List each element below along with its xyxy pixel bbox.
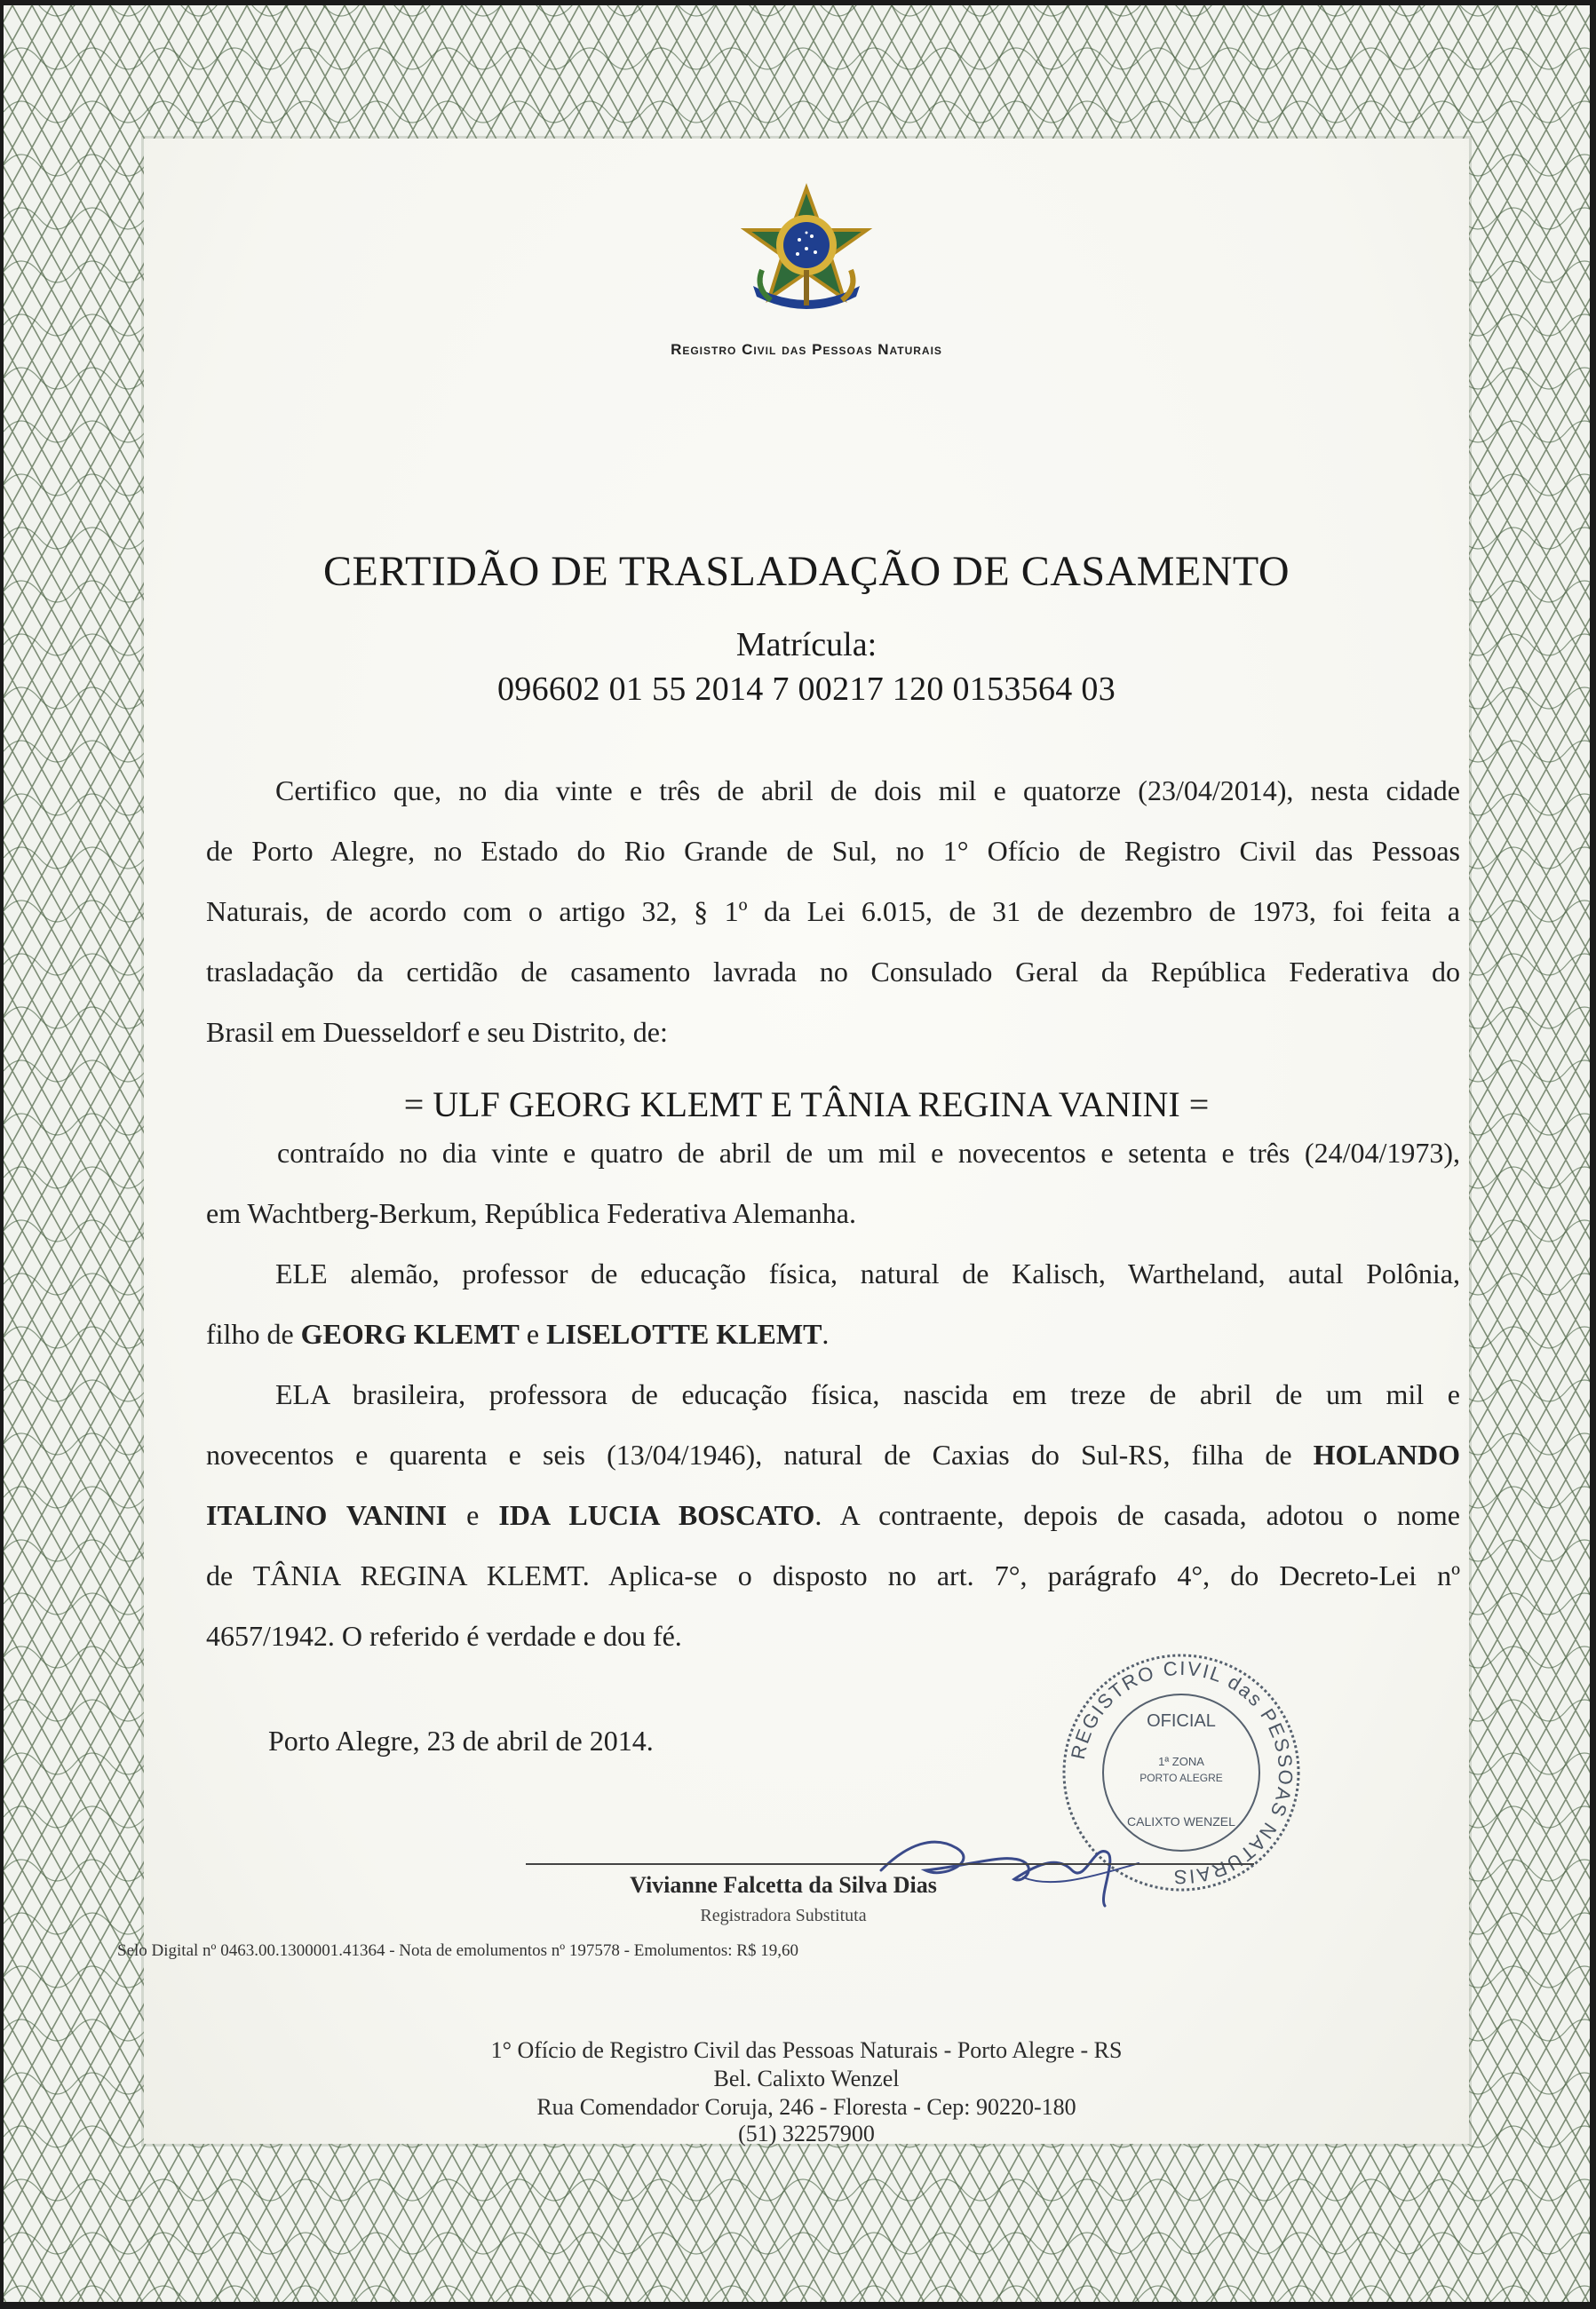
handwritten-signature: [872, 1808, 1156, 1915]
text-line: e: [519, 1318, 547, 1350]
bride-line-5: 4657/1942. O referido é verdade e dou fé.: [206, 1620, 682, 1652]
footer-holder: Bel. Calixto Wenzel: [713, 2066, 900, 2091]
registrar-name: Vivianne Falcetta da Silva Dias: [630, 1872, 937, 1898]
certificate-title: CERTIDÃO DE TRASLADAÇÃO DE CASAMENTO: [322, 548, 1290, 595]
certification-line-5: Brasil em Duesseldorf e seu Distrito, de:: [206, 1016, 668, 1048]
groom-father: GEORG KLEMT: [300, 1318, 520, 1350]
bride-line-3: [206, 1485, 1460, 1545]
brazil-coat-of-arms-icon: [735, 181, 877, 323]
marriage-place-line: em Wachtberg-Berkum, República Federativa Alemanha.: [206, 1197, 856, 1229]
certification-line-3: Naturais, de acordo com o artigo 32, § 1º da Lei 6.015, de 31 de dezembro de 1973, foi feita a: [206, 895, 1460, 927]
signature-line: [526, 1863, 1254, 1865]
certification-line-4: trasladação da certidão de casamento lavrada no Consulado Geral da República Federativa do: [206, 956, 1460, 988]
text-line: .: [822, 1318, 830, 1350]
certificate-sheet: [4, 5, 1590, 2302]
stamp-title: OFICIAL: [1147, 1711, 1216, 1731]
text-line: Certifico que, no dia vinte e três de abril de dois mil e quatorze (23/04/2014), nesta cidade: [275, 774, 1460, 806]
footer-address: Rua Comendador Coruja, 246 - Floresta - Cep: 90220-180: [536, 2094, 1076, 2120]
certification-line-2: de Porto Alegre, no Estado do Rio Grande de Sul, no 1° Ofício de Registro Civil das Pessoas: [206, 835, 1460, 867]
text-line: ELA brasileira, professora de educação física, nascida em treze de abril de um mil e: [275, 1378, 1460, 1410]
stamp-ring-text: REGISTRO CIVIL das PESSOAS NATURAIS: [1066, 1656, 1298, 1889]
text-line: filho de: [206, 1318, 301, 1350]
stamp-city: PORTO ALEGRE: [1139, 1772, 1223, 1784]
registry-header: Registro Civil das Pessoas Naturais: [671, 341, 942, 358]
groom-line-1: [206, 1243, 1460, 1304]
digital-seal-info: Selo Digital nº 0463.00.1300001.41364 - Nota de emolumentos nº 197578 - Emolumentos: R$ 19,60: [117, 1941, 798, 1960]
certification-line-1: [206, 760, 1460, 821]
registration-label: Matrícula:: [735, 626, 877, 663]
marriage-date-line: contraído no dia vinte e quatro de abril de um mil e novecentos e setenta e três (24/04/1973),: [277, 1137, 1460, 1169]
text-line: e: [447, 1499, 499, 1531]
stamp-zone: 1ª ZONA: [1158, 1755, 1204, 1768]
bride-line-2: [206, 1424, 1460, 1485]
stamp-holder: CALIXTO WENZEL: [1127, 1814, 1235, 1829]
registration-number: 096602 01 55 2014 7 00217 120 0153564 03: [497, 670, 1116, 708]
place-and-date: Porto Alegre, 23 de abril de 2014.: [268, 1725, 654, 1757]
footer-phone: (51) 32257900: [738, 2121, 875, 2146]
registrar-title: Registradora Substituta: [700, 1906, 867, 1925]
text-line: . A contraente, depois de casada, adotou o nome: [814, 1499, 1461, 1531]
text-line: novecentos e quarenta e seis (13/04/1946), natural de Caxias do Sul-RS, filha de: [206, 1439, 1314, 1471]
groom-line-2: [206, 1304, 1460, 1364]
footer-office: 1° Ofício de Registro Civil das Pessoas Naturais - Porto Alegre - RS: [490, 2037, 1123, 2063]
bride-mother: IDA LUCIA BOSCATO: [498, 1499, 815, 1531]
spouses-names: = ULF GEORG KLEMT E TÂNIA REGINA VANINI =: [403, 1084, 1210, 1124]
bride-father: ITALINO VANINI: [206, 1499, 448, 1531]
bride-line-1: [206, 1364, 1460, 1424]
text-line: ELE alemão, professor de educação física, natural de Kalisch, Wartheland, autal Polônia,: [275, 1258, 1460, 1289]
certificate-panel: [117, 139, 1469, 2146]
groom-mother: LISELOTTE KLEMT: [546, 1318, 822, 1350]
bride-line-4: de TÂNIA REGINA KLEMT. Aplica-se o disposto no art. 7°, parágrafo 4°, do Decreto-Lei nº: [206, 1559, 1460, 1591]
bride-father: HOLANDO: [1313, 1439, 1460, 1471]
